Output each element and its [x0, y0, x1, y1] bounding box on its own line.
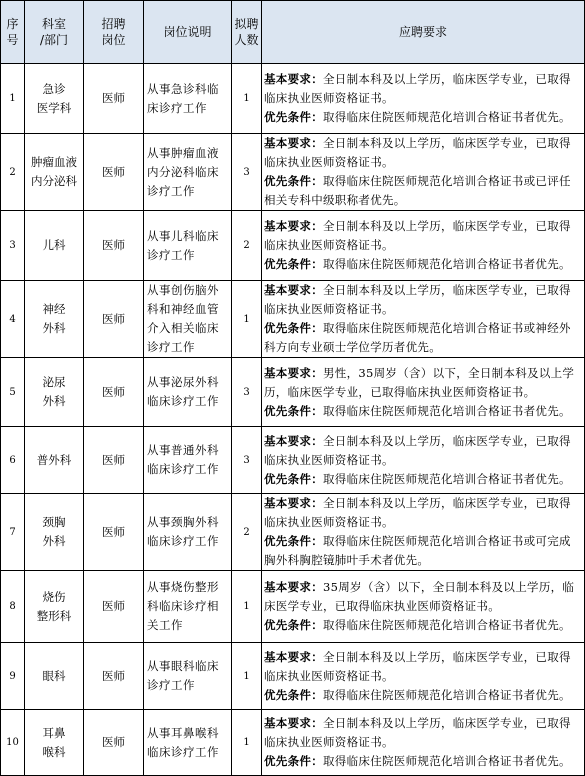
- basic-requirement: [264, 494, 582, 532]
- table-row: [1, 643, 585, 710]
- requirement-text: 取得临床住院医师规范化培训合格证书者优先。: [323, 110, 571, 124]
- count-cell: 3: [232, 427, 262, 494]
- position-cell: 医师: [84, 643, 144, 710]
- basic-requirement: [264, 714, 582, 752]
- dept-cell: [25, 281, 84, 358]
- row-number: 7: [1, 494, 25, 571]
- preferred-condition: [264, 616, 582, 635]
- requirement-text: 取得临床住院医师规范化培训合格证书者优先。: [323, 754, 571, 768]
- requirement-text: 取得临床住院医师规范化培训合格证书者优先。: [323, 618, 571, 632]
- basic-requirement: [264, 281, 582, 319]
- header-row: [1, 1, 585, 64]
- row-number: 10: [1, 710, 25, 776]
- row-number: 1: [1, 64, 25, 134]
- table-row: [1, 211, 585, 281]
- requirement-label: 优先条件：: [264, 174, 323, 188]
- basic-requirement: [264, 578, 582, 616]
- requirement-label: 优先条件：: [264, 321, 323, 335]
- table-row: [1, 134, 585, 211]
- dept-name: 普外科: [36, 452, 72, 467]
- row-number: 8: [1, 571, 25, 643]
- requirements-cell: [262, 64, 585, 134]
- basic-requirement: [264, 364, 582, 402]
- description-cell: 从事儿科临床诊疗工作: [144, 211, 232, 281]
- preferred-condition: [264, 402, 582, 421]
- header-no: 序号: [1, 1, 25, 64]
- requirement-text: 取得临床住院医师规范化培训合格证书者优先。: [323, 257, 571, 271]
- dept-cell: [25, 494, 84, 571]
- description-cell: 从事眼科临床诊疗工作: [144, 643, 232, 710]
- dept-name: 耳鼻 喉科: [42, 725, 66, 759]
- description-cell: 从事耳鼻喉科临床诊疗工作: [144, 710, 232, 776]
- count-cell: 1: [232, 64, 262, 134]
- requirements-cell: [262, 281, 585, 358]
- dept-cell: [25, 64, 84, 134]
- requirement-label: 基本要求：: [264, 716, 323, 730]
- header-dept: 科室 /部门: [25, 1, 84, 64]
- position-cell: 医师: [84, 358, 144, 427]
- description-cell: 从事急诊科临床诊疗工作: [144, 64, 232, 134]
- requirement-text: 全日制本科及以上学历，临床医学专业，已取得临床执业医师资格证书。: [264, 219, 571, 252]
- header-position: 招聘 岗位: [84, 1, 144, 64]
- position-cell: 医师: [84, 134, 144, 211]
- requirement-text: 全日制本科及以上学历，临床医学专业，已取得临床执业医师资格证书。: [264, 496, 571, 529]
- requirement-label: 优先条件：: [264, 618, 323, 632]
- dept-name: 肿瘤血液 内分泌科: [31, 155, 77, 188]
- row-number: 3: [1, 211, 25, 281]
- row-number: 9: [1, 643, 25, 710]
- requirements-cell: [262, 211, 585, 281]
- requirement-text: 35周岁（含）以下，全日制本科及以上学历，临床医学专业，已取得临床执业医师资格证书。: [264, 580, 575, 613]
- requirement-label: 优先条件：: [264, 110, 323, 124]
- requirement-label: 优先条件：: [264, 471, 323, 486]
- count-cell: 3: [232, 134, 262, 211]
- requirement-text: 取得临床住院医师规范化培训合格证书者优先。: [323, 471, 571, 486]
- requirement-text: 全日制本科及以上学历，临床医学专业，已取得临床执业医师资格证书。: [264, 283, 571, 316]
- requirement-text: 全日制本科及以上学历，临床医学专业，已取得临床执业医师资格证书。: [264, 433, 571, 467]
- requirement-label: 基本要求：: [264, 72, 323, 86]
- table-row: [1, 281, 585, 358]
- requirements-cell: [262, 134, 585, 211]
- dept-cell: [25, 211, 84, 281]
- requirements-cell: [262, 494, 585, 571]
- table-body: [1, 64, 585, 776]
- requirement-label: 优先条件：: [264, 754, 323, 768]
- preferred-condition: [264, 108, 582, 127]
- preferred-condition: [264, 752, 582, 771]
- count-cell: 2: [232, 494, 262, 571]
- requirement-text: 全日制本科及以上学历，临床医学专业，已取得临床执业医师资格证书。: [264, 136, 571, 169]
- count-cell: 1: [232, 281, 262, 358]
- requirement-label: 基本要求：: [264, 649, 323, 664]
- requirement-text: 取得临床住院医师规范化培训合格证书或可完成胸外科胸腔镜肺叶手术者优先。: [264, 534, 571, 567]
- header-description: 岗位说明: [144, 1, 232, 64]
- position-cell: 医师: [84, 211, 144, 281]
- dept-name: 急诊 医学科: [36, 81, 72, 115]
- preferred-condition: [264, 470, 582, 489]
- dept-name: 颈胸 外科: [42, 515, 66, 548]
- requirement-label: 基本要求：: [264, 496, 323, 510]
- position-cell: 医师: [84, 571, 144, 643]
- requirements-cell: [262, 643, 585, 710]
- dept-cell: [25, 358, 84, 427]
- requirement-label: 优先条件：: [264, 534, 323, 548]
- table-row: [1, 358, 585, 427]
- row-number: 5: [1, 358, 25, 427]
- dept-name: 儿科: [42, 238, 66, 252]
- dept-cell: [25, 710, 84, 776]
- requirement-label: 基本要求：: [264, 433, 323, 448]
- requirement-label: 基本要求：: [264, 580, 323, 594]
- basic-requirement: [264, 432, 582, 470]
- count-cell: 2: [232, 211, 262, 281]
- description-cell: 从事普通外科临床诊疗工作: [144, 427, 232, 494]
- requirement-text: 取得临床住院医师规范化培训合格证书或已评任相关专科中级职称者优先。: [264, 174, 571, 207]
- row-number: 4: [1, 281, 25, 358]
- table-row: [1, 494, 585, 571]
- requirement-label: 优先条件：: [264, 403, 323, 418]
- position-cell: 医师: [84, 281, 144, 358]
- basic-requirement: [264, 648, 582, 686]
- dept-cell: [25, 643, 84, 710]
- count-cell: 1: [232, 643, 262, 710]
- count-cell: 1: [232, 571, 262, 643]
- table-row: [1, 571, 585, 643]
- description-cell: 从事创伤脑外科和神经血管介入相关临床诊疗工作: [144, 281, 232, 358]
- requirement-label: 基本要求：: [264, 136, 323, 150]
- dept-cell: [25, 571, 84, 643]
- table-row: [1, 710, 585, 776]
- preferred-condition: [264, 255, 582, 274]
- requirement-text: 取得临床住院医师规范化培训合格证书者优先。: [323, 403, 571, 418]
- description-cell: 从事泌尿外科临床诊疗工作: [144, 358, 232, 427]
- requirement-label: 基本要求：: [264, 219, 323, 233]
- description-cell: 从事颈胸外科临床诊疗工作: [144, 494, 232, 571]
- count-cell: 3: [232, 358, 262, 427]
- row-number: 2: [1, 134, 25, 211]
- table-row: [1, 427, 585, 494]
- position-cell: 医师: [84, 64, 144, 134]
- dept-cell: [25, 427, 84, 494]
- requirement-text: 全日制本科及以上学历，临床医学专业，已取得临床执业医师资格证书。: [264, 72, 571, 105]
- header-count: 拟聘 人数: [232, 1, 262, 64]
- table-header: [1, 1, 585, 64]
- position-cell: 医师: [84, 710, 144, 776]
- requirement-text: 取得临床住院医师规范化培训合格证书者优先。: [323, 687, 571, 702]
- requirement-label: 基本要求：: [264, 365, 323, 380]
- requirements-cell: [262, 710, 585, 776]
- dept-cell: [25, 134, 84, 211]
- dept-name: 泌尿 外科: [42, 375, 66, 408]
- table-row: [1, 64, 585, 134]
- description-cell: 从事肿瘤血液内分泌科临床诊疗工作: [144, 134, 232, 211]
- preferred-condition: [264, 319, 582, 357]
- dept-name: 烧伤 整形科: [36, 589, 72, 623]
- description-cell: 从事烧伤整形科临床诊疗相关工作: [144, 571, 232, 643]
- requirement-text: 全日制本科及以上学历，临床医学专业，已取得临床执业医师资格证书。: [264, 649, 571, 683]
- count-cell: 1: [232, 710, 262, 776]
- row-number: 6: [1, 427, 25, 494]
- position-cell: 医师: [84, 494, 144, 571]
- requirement-text: 男性，35周岁（含）以下，全日制本科及以上学历，临床医学专业，已取得临床执业医师资格证书。: [264, 365, 575, 399]
- requirements-cell: [262, 571, 585, 643]
- preferred-condition: [264, 172, 582, 210]
- basic-requirement: [264, 134, 582, 172]
- position-cell: 医师: [84, 427, 144, 494]
- requirement-label: 基本要求：: [264, 283, 323, 297]
- requirement-label: 优先条件：: [264, 687, 323, 702]
- requirement-label: 优先条件：: [264, 257, 323, 271]
- basic-requirement: [264, 70, 582, 108]
- preferred-condition: [264, 686, 582, 705]
- dept-name: 眼科: [42, 668, 66, 683]
- preferred-condition: [264, 532, 582, 570]
- requirement-text: 取得临床住院医师规范化培训合格证书或神经外科方向专业硕士学位学历者优先。: [264, 321, 571, 354]
- dept-name: 神经 外科: [42, 302, 66, 335]
- requirements-cell: [262, 358, 585, 427]
- basic-requirement: [264, 217, 582, 255]
- header-requirements: 应聘要求: [262, 1, 585, 64]
- requirement-text: 全日制本科及以上学历，临床医学专业，已取得临床执业医师资格证书。: [264, 716, 571, 749]
- requirements-cell: [262, 427, 585, 494]
